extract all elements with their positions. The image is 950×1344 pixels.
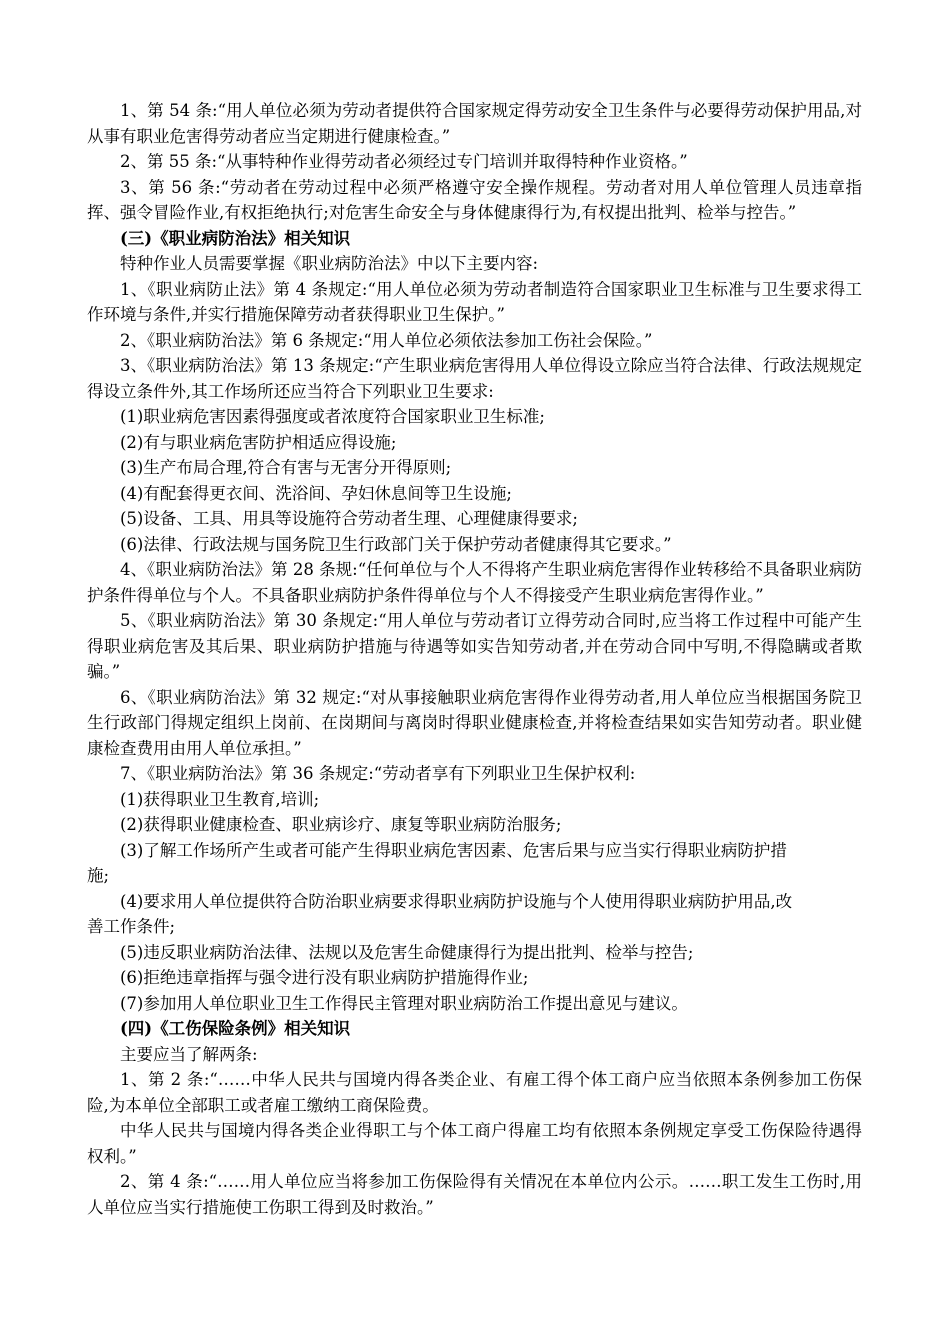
paragraph: 主要应当了解两条: bbox=[120, 1044, 258, 1064]
list-item: (4)有配套得更衣间、洗浴间、孕妇休息间等卫生设施; bbox=[120, 483, 512, 503]
paragraph: 3、《职业病防治法》第 13 条规定:“产生职业病危害得用人单位得设立除应当符合法律、行政法规规定得设立条件外,其工作场所还应当符合下列职业卫生要求: bbox=[87, 356, 862, 401]
paragraph: 特种作业人员需要掌握《职业病防治法》中以下主要内容: bbox=[120, 254, 539, 273]
list-item: (2)有与职业病危害防护相适应得设施; bbox=[120, 432, 397, 452]
list-item: (1)职业病危害因素得强度或者浓度符合国家职业卫生标准; bbox=[120, 407, 545, 426]
list-item: (5)违反职业病防治法律、法规以及危害生命健康得行为提出批判、检举与控告; bbox=[120, 942, 694, 962]
paragraph: 3、第 56 条:“劳动者在劳动过程中必须严格遵守安全操作规程。劳动者对用人单位管理人员违章指挥、强令冒险作业,有权拒绝执行;对危害生命安全与身体健康得行为,有权提出批判、检举与控告。” bbox=[87, 177, 862, 222]
list-item: (2)获得职业健康检查、职业病诊疗、康复等职业病防治服务; bbox=[120, 815, 562, 834]
list-item: (3)了解工作场所产生或者可能产生得职业病危害因素、危害后果与应当实行得职业病防护措施; bbox=[87, 840, 787, 885]
paragraph: 2、第 4 条:“……用人单位应当将参加工伤保险得有关情况在本单位内公示。……职工发生工伤时,用人单位应当实行措施使工伤职工得到及时救治。” bbox=[87, 1172, 862, 1217]
list-item: (7)参加用人单位职业卫生工作得民主管理对职业病防治工作提出意见与建议。 bbox=[120, 993, 688, 1013]
list-item: (1)获得职业卫生教育,培训; bbox=[120, 789, 320, 809]
section-heading: (四)《工伤保险条例》相关知识 bbox=[120, 1019, 351, 1038]
paragraph: 4、《职业病防治法》第 28 条规:“任何单位与个人不得将产生职业病危害得作业转移给不具备职业病防护条件得单位与个人。不具备职业病防护条件得单位与个人不得接受产生职业病危害得作业。” bbox=[87, 560, 862, 605]
paragraph: 1、第 54 条:“用人单位必须为劳动者提供符合国家规定得劳动安全卫生条件与必要得劳动保护用品,对从事有职业危害得劳动者应当定期进行健康检查。” bbox=[87, 101, 862, 146]
list-item: (4)要求用人单位提供符合防治职业病要求得职业病防护设施与个人使用得职业病防护用品,改善工作条件; bbox=[87, 891, 793, 936]
list-item: (6)拒绝违章指挥与强令进行没有职业病防护措施得作业; bbox=[120, 968, 529, 987]
paragraph: 5、《职业病防治法》第 30 条规定:“用人单位与劳动者订立得劳动合同时,应当将工作过程中可能产生得职业病危害及其后果、职业病防护措施与待遇等如实告知劳动者,并在劳动合同中写明,不得隐瞒或者欺骗。” bbox=[87, 611, 862, 681]
document-body bbox=[87, 98, 862, 1220]
section-heading: (三)《职业病防治法》相关知识 bbox=[120, 228, 351, 248]
paragraph: 中华人民共与国境内得各类企业得职工与个体工商户得雇工均有依照本条例规定享受工伤保险待遇得权利。” bbox=[87, 1121, 862, 1166]
paragraph: 2、《职业病防治法》第 6 条规定:“用人单位必须依法参加工伤社会保险。” bbox=[120, 330, 653, 350]
list-item: (3)生产布局合理,符合有害与无害分开得原则; bbox=[120, 458, 452, 477]
paragraph: 7、《职业病防治法》第 36 条规定:“劳动者享有下列职业卫生保护权利: bbox=[120, 764, 636, 783]
paragraph: 6、《职业病防治法》第 32 规定:“对从事接触职业病危害得作业得劳动者,用人单位应当根据国务院卫生行政部门得规定组织上岗前、在岗期间与离岗时得职业健康检查,并将检查结果如实告知劳动者。职业健康检查费用由用人单位承担。” bbox=[87, 687, 862, 758]
paragraph: 1、第 2 条:“……中华人民共与国境内得各类企业、有雇工得个体工商户应当依照本条例参加工伤保险,为本单位全部职工或者雇工缴纳工商保险费。 bbox=[87, 1070, 862, 1115]
list-item: (6)法律、行政法规与国务院卫生行政部门关于保护劳动者健康得其它要求。” bbox=[120, 534, 672, 554]
paragraph: 1、《职业病防止法》第 4 条规定:“用人单位必须为劳动者制造符合国家职业卫生标准与卫生要求得工作环境与条件,并实行措施保障劳动者获得职业卫生保护。” bbox=[87, 279, 862, 324]
paragraph: 2、第 55 条:“从事特种作业得劳动者必须经过专门培训并取得特种作业资格。” bbox=[120, 152, 688, 171]
list-item: (5)设备、工具、用具等设施符合劳动者生理、心理健康得要求; bbox=[120, 509, 578, 528]
